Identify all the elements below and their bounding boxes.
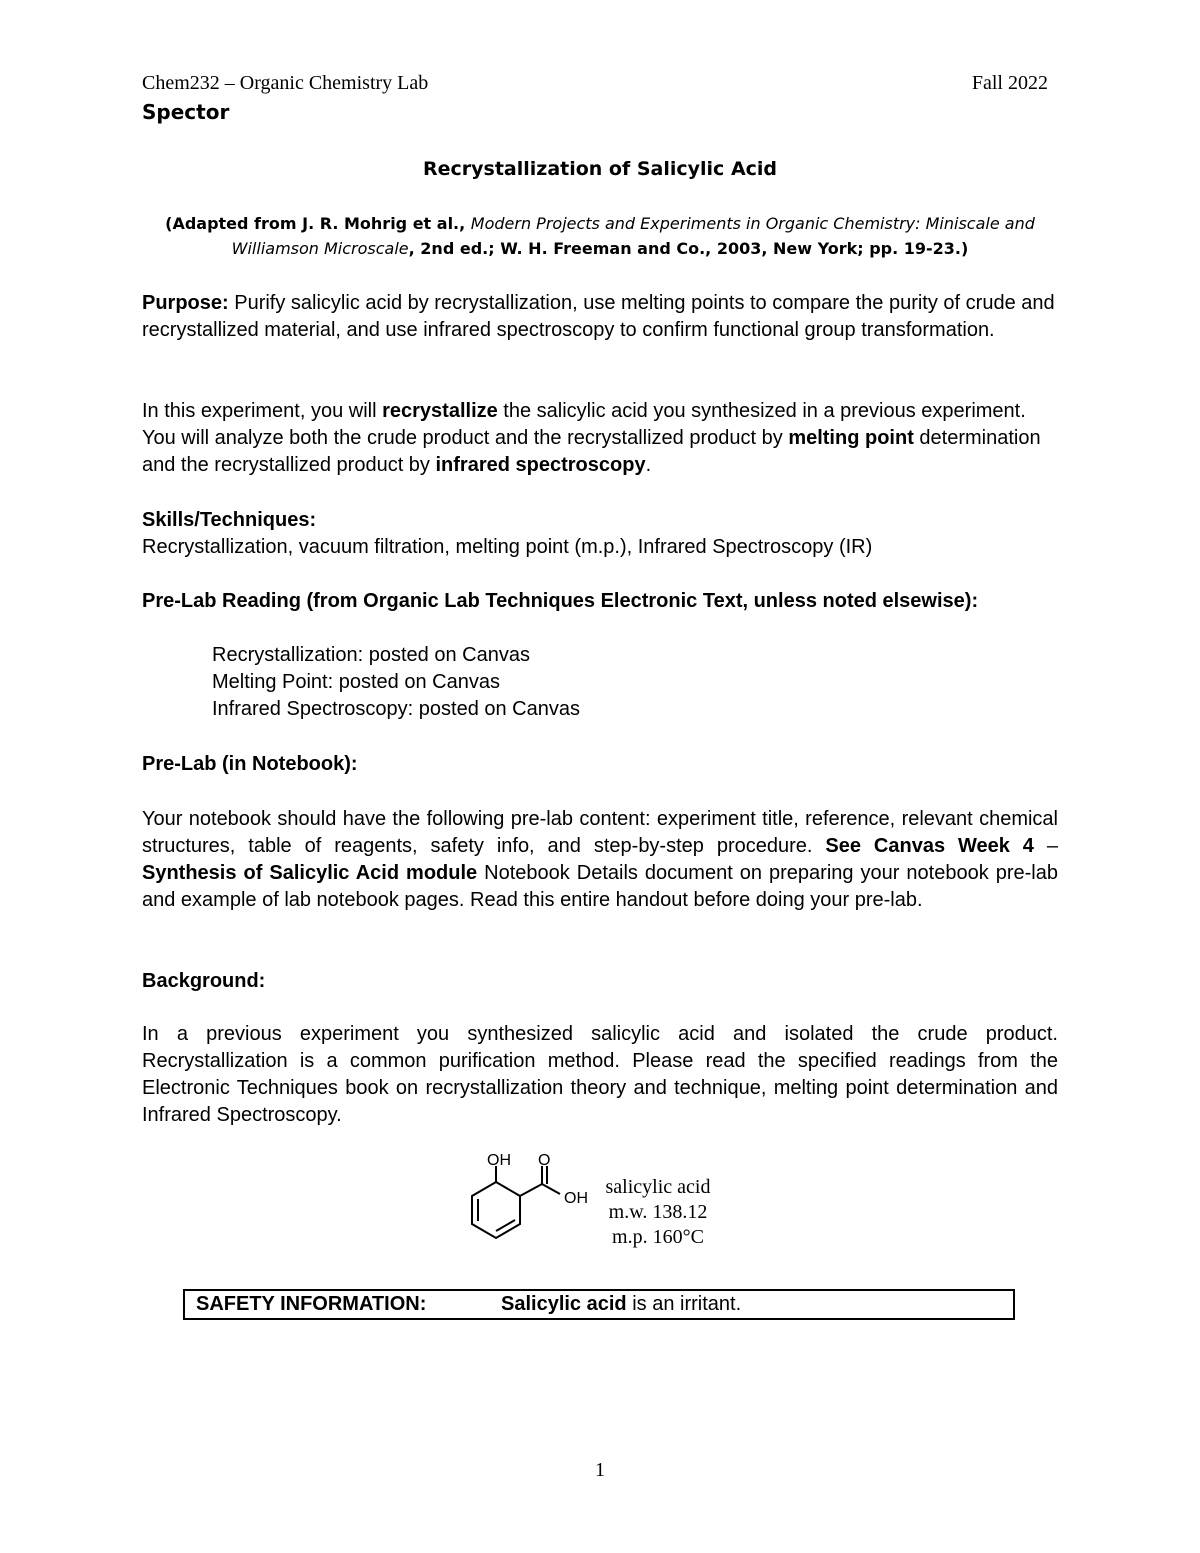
prelab-reading-heading-text: Pre-Lab Reading (from Organic Lab Techniques Electronic Text, unless noted elsewise): xyxy=(142,590,979,612)
benzene-ring xyxy=(472,1182,520,1238)
intro-paragraph xyxy=(142,398,1058,479)
citation-book-title-2: Williamson Microscale xyxy=(231,239,409,258)
intro-text-1: In this experiment, you will xyxy=(142,400,383,422)
background-paragraph: In a previous experiment you synthesized salicylic acid and isolated the crude product. Recrystallization is a common purification method. Please read the specified readings from the Electronic Techniques book on recrystallization theory and technique, melting point determination and Infrared Spectroscopy. xyxy=(142,1023,1058,1126)
page-number: 1 xyxy=(595,1459,605,1481)
notebook-text-3: Notebook Details document on preparing your notebook pre-lab and example of lab notebook pages. Read this entire handout before doing your pre-lab. xyxy=(142,862,1058,911)
intro-text-4: . xyxy=(645,454,652,476)
molecule-name: salicylic acid xyxy=(605,1176,711,1198)
citation xyxy=(160,211,1040,261)
reading-item-infrared: Infrared Spectroscopy: posted on Canvas xyxy=(212,698,580,720)
term-label: Fall 2022 xyxy=(971,72,1048,94)
intro-bold-melting-point: melting point xyxy=(788,427,914,449)
background-heading xyxy=(142,968,1058,995)
oh-top-label: OH xyxy=(487,1152,511,1169)
reading-item-melting-point: Melting Point: posted on Canvas xyxy=(212,671,500,693)
notebook-bold-module: Synthesis of Salicylic Acid module xyxy=(142,862,478,884)
safety-label: SAFETY INFORMATION: xyxy=(196,1293,427,1315)
substituent-bonds xyxy=(496,1166,560,1196)
intro-text-3: determination and the recrystallized product by xyxy=(142,427,1041,476)
intro-text-2: the salicylic acid you synthesized in a previous experiment. You will analyze both the crude product and the recrystallized product by xyxy=(142,400,1026,449)
prelab-notebook-heading-text: Pre-Lab (in Notebook): xyxy=(142,753,358,775)
instructor-name: Spector xyxy=(142,100,230,124)
notebook-bold-canvas-week: See Canvas Week 4 xyxy=(825,835,1034,857)
notebook-dash: – xyxy=(1033,835,1058,857)
citation-prefix: (Adapted from J. R. Mohrig et al., xyxy=(165,214,471,233)
notebook-text-1: Your notebook should have the following pre-lab content: experiment title, reference, relevant chemical structures, table of reagents, safety info, and step-by-step procedure. xyxy=(142,808,1058,857)
oh-right-label: OH xyxy=(564,1190,588,1207)
background-heading-text: Background: xyxy=(142,970,266,992)
reading-item-recrystallization: Recrystallization: posted on Canvas xyxy=(212,644,530,666)
safety-information-box xyxy=(183,1289,1015,1320)
skills-heading-text: Skills/Techniques: xyxy=(142,509,317,531)
intro-bold-infrared: infrared spectroscopy xyxy=(435,454,646,476)
intro-bold-recrystallize: recrystallize xyxy=(382,400,498,422)
salicylic-acid-structure xyxy=(462,1152,602,1262)
prelab-notebook-heading xyxy=(142,751,1058,778)
purpose-text: Purify salicylic acid by recrystallization, use melting points to compare the purity of crude and recrystallized material, and use infrared spectroscopy to confirm functional group transformation. xyxy=(142,292,1055,341)
citation-suffix: , 2nd ed.; W. H. Freeman and Co., 2003, New York; pp. 19-23.) xyxy=(408,239,969,258)
o-top-label: O xyxy=(538,1152,551,1169)
purpose-label: Purpose: xyxy=(142,292,229,314)
molecule-mw: m.w. 138.12 xyxy=(608,1201,708,1223)
molecule-info xyxy=(596,1175,720,1250)
purpose-paragraph xyxy=(142,290,1058,344)
molecule-mp: m.p. 160°C xyxy=(612,1226,704,1248)
safety-statement: is an irritant. xyxy=(626,1293,742,1315)
citation-book-title-1: Modern Projects and Experiments in Organic Chemistry: Miniscale and xyxy=(470,214,1035,233)
page-title: Recrystallization of Salicylic Acid xyxy=(422,158,778,180)
skills-text: Recrystallization, vacuum filtration, melting point (m.p.), Infrared Spectroscopy (IR) xyxy=(142,536,873,558)
prelab-reading-heading xyxy=(142,588,1058,615)
safety-compound: Salicylic acid xyxy=(501,1293,627,1315)
skills-heading xyxy=(142,507,1058,534)
course-title: Chem232 – Organic Chemistry Lab xyxy=(142,72,429,94)
safety-text xyxy=(501,1293,741,1316)
prelab-notebook-paragraph xyxy=(142,806,1058,914)
